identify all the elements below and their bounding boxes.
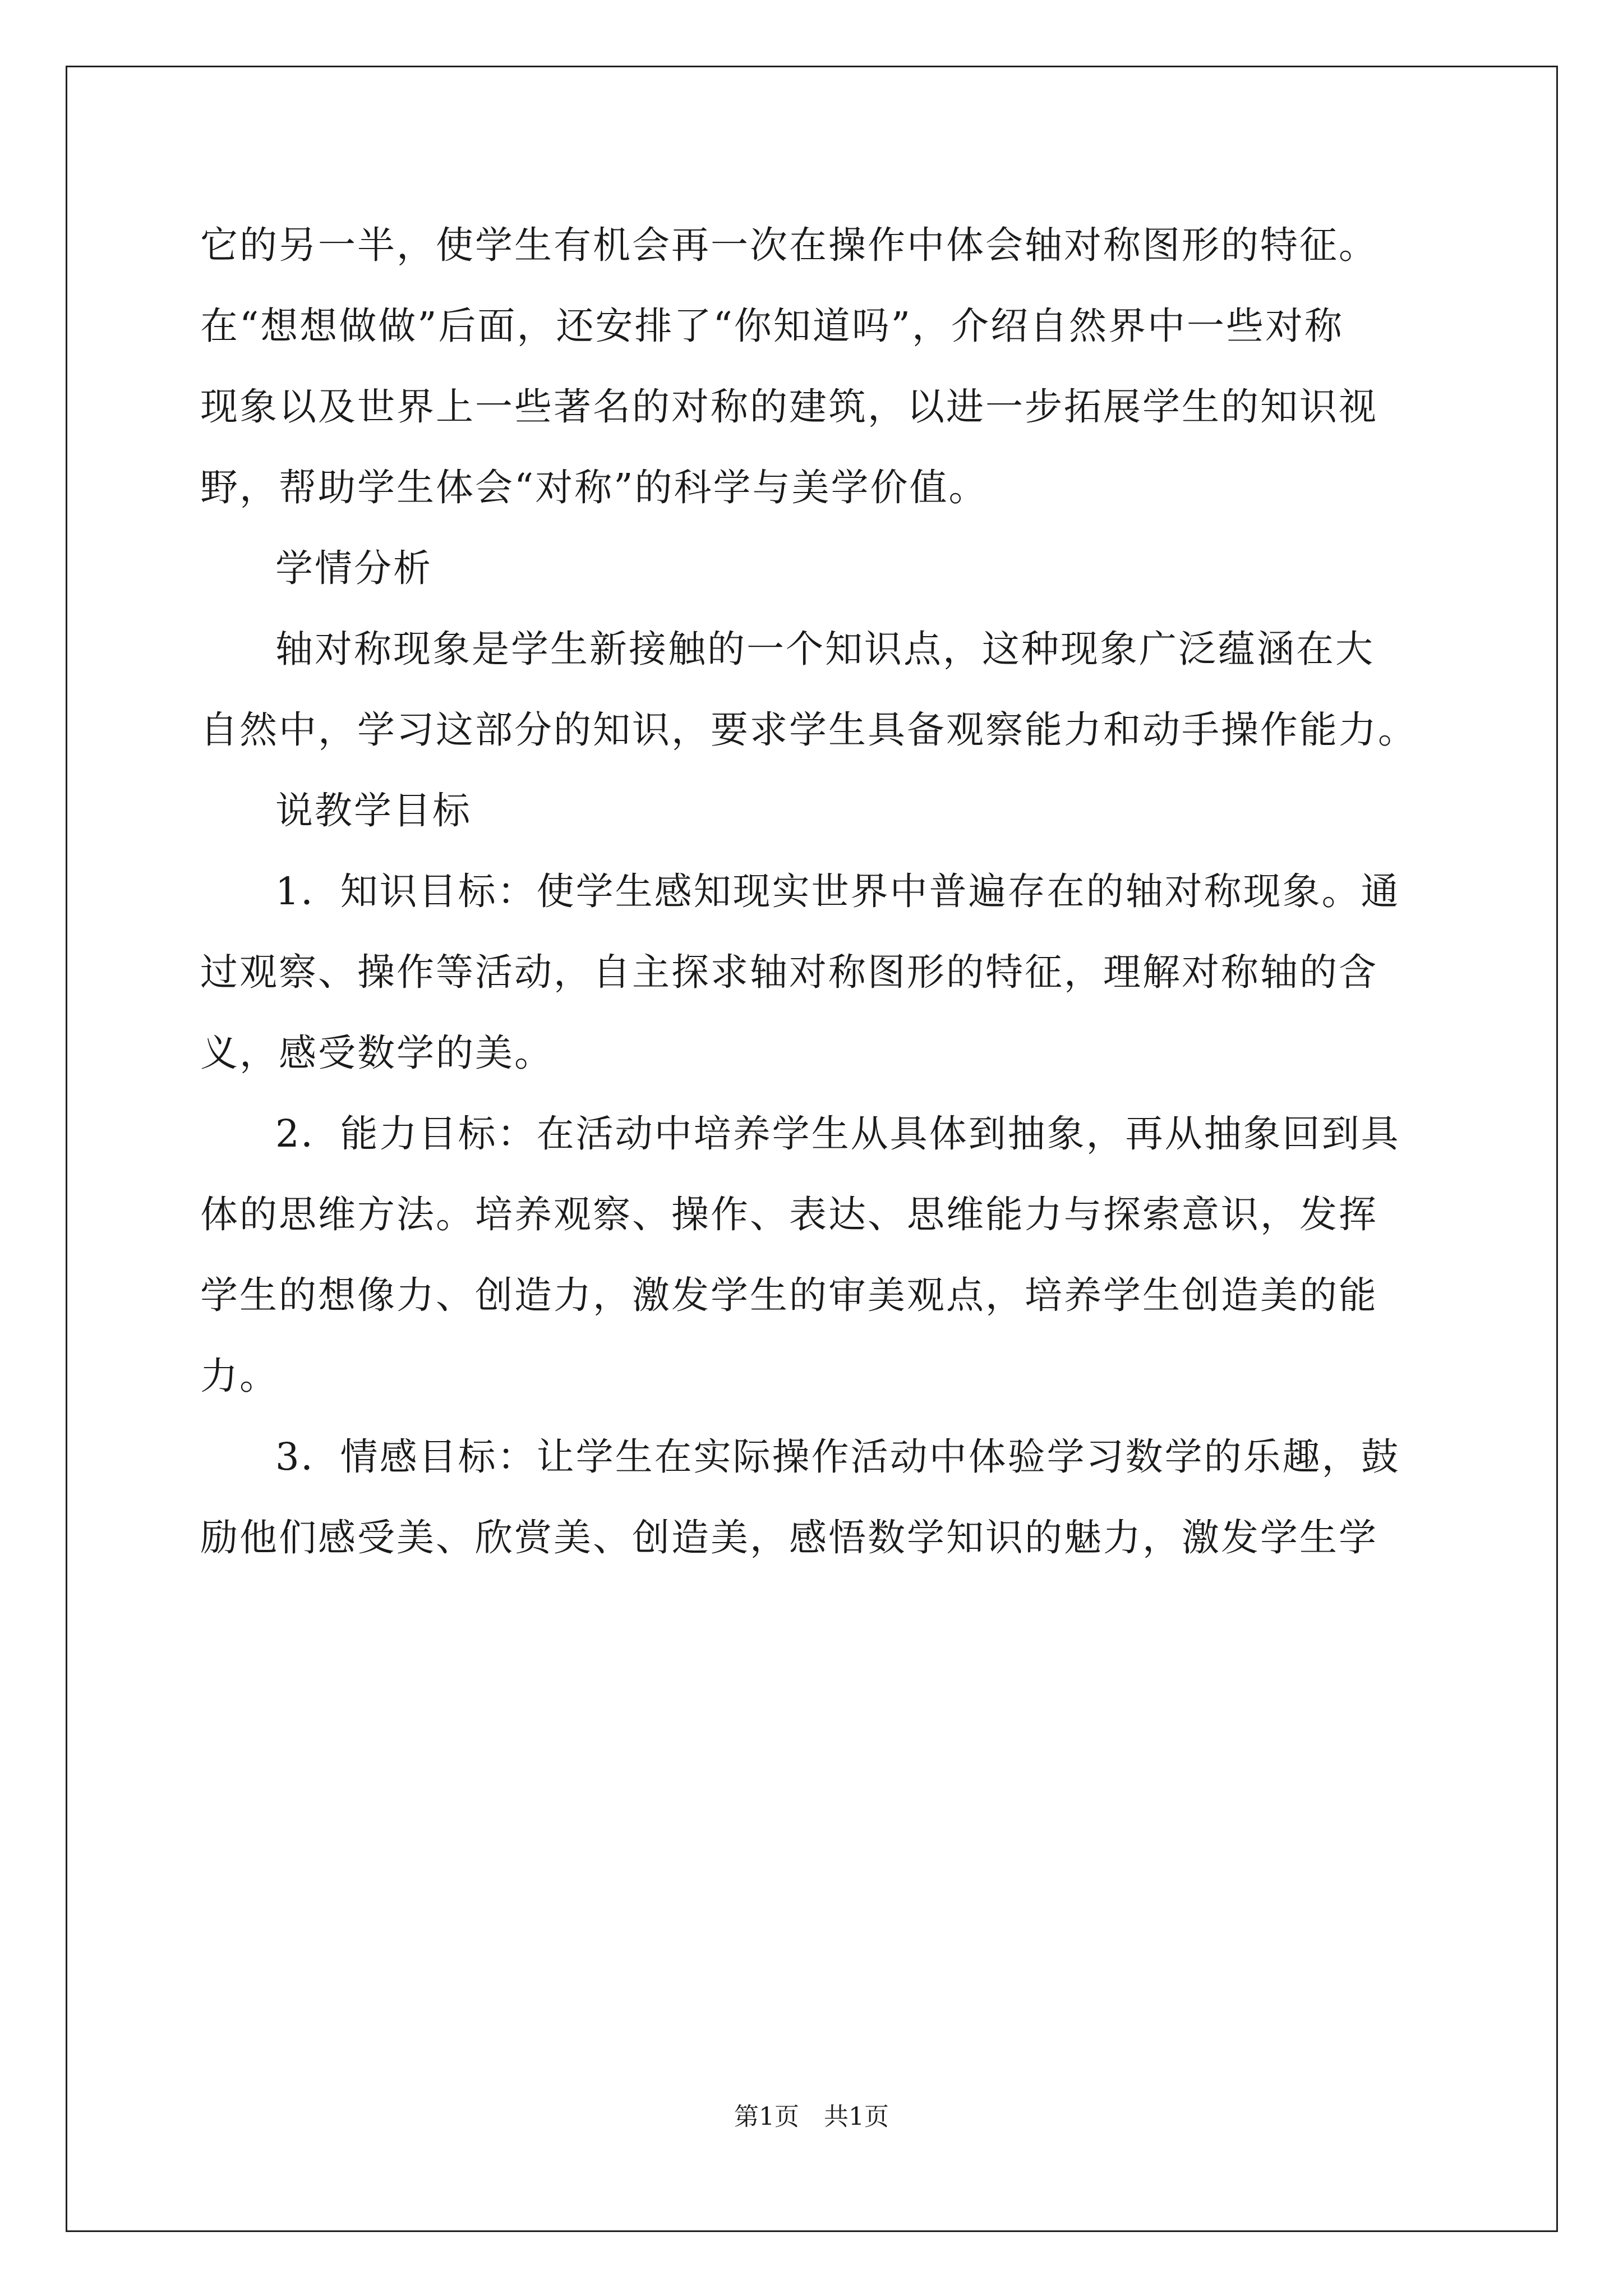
text-line: 现象以及世界上一些著名的对称的建筑，以进一步拓展学生的知识视 [200,385,1378,429]
text-line: 野，帮助学生体会“对称”的科学与美学价值。 [200,466,988,509]
text-line: 学生的想像力、创造力，激发学生的审美观点，培养学生创造美的能 [200,1273,1378,1317]
text-line: 在“想想做做”后面，还安排了“你知道吗”，介绍自然界中一些对称 [200,304,1344,348]
text-line: 它的另一半，使学生有机会再一次在操作中体会轴对称图形的特征。 [200,223,1378,267]
text-line: 2．能力目标：在活动中培养学生从具体到抽象，再从抽象回到具 [275,1112,1400,1156]
text-line: 轴对称现象是学生新接触的一个知识点，这种现象广泛蕴涵在大 [275,627,1375,671]
text-line: 体的思维方法。培养观察、操作、表达、思维能力与探索意识，发挥 [200,1193,1378,1236]
section-heading-teaching-goals: 说教学目标 [275,789,472,832]
text-line: 义，感受数学的美。 [200,1031,554,1075]
text-line: 过观察、操作等活动，自主探求轴对称图形的特征，理解对称轴的含 [200,950,1378,994]
text-line: 自然中，学习这部分的知识，要求学生具备观察能力和动手操作能力。 [200,708,1417,752]
text-line: 1．知识目标：使学生感知现实世界中普遍存在的轴对称现象。通 [275,869,1400,913]
section-heading-learning-analysis: 学情分析 [275,546,432,590]
text-line: 励他们感受美、欣赏美、创造美，感悟数学知识的魅力，激发学生学 [200,1516,1378,1559]
text-line: 力。 [200,1354,279,1398]
page-number-footer: 第1页 共1页 [734,2102,889,2131]
document-body [200,205,1434,1578]
text-line: 3．情感目标：让学生在实际操作活动中体验学习数学的乐趣，鼓 [275,1435,1400,1479]
